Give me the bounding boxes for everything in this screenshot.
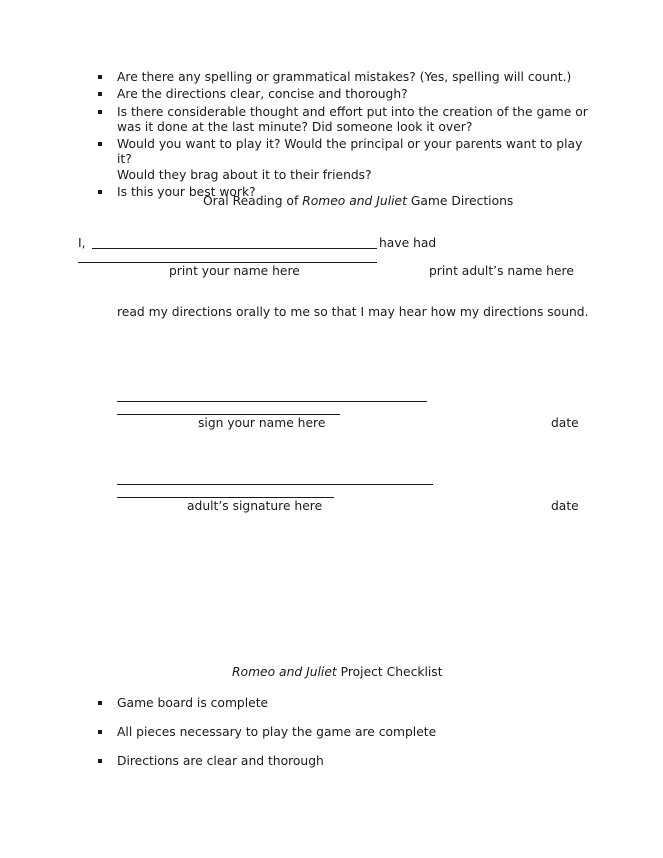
statement-text: read my directions orally to me so that I may hear how my directions sound. <box>117 305 589 319</box>
criteria-list <box>96 70 596 202</box>
print-name-caption: print your name here <box>169 264 300 278</box>
square-bullet-icon <box>98 730 102 734</box>
square-bullet-icon <box>98 759 102 763</box>
checklist-item: Directions are clear and thorough <box>96 754 324 769</box>
square-bullet-icon <box>98 110 102 114</box>
adult-signature-caption: adult’s signature here <box>187 499 323 513</box>
have-had-label: have had <box>379 236 437 250</box>
date-label: date <box>551 499 579 513</box>
checklist-item: All pieces necessary to play the game are complete <box>96 725 436 740</box>
list-item: Are there any spelling or grammatical mistakes? (Yes, spelling will count.) <box>96 70 596 85</box>
list-item: Are the directions clear, concise and thorough? <box>96 87 596 102</box>
student-date-line[interactable] <box>117 414 340 415</box>
adult-date-line[interactable] <box>117 497 334 498</box>
adult-name-line[interactable] <box>78 262 377 263</box>
checklist-title: Romeo and Juliet Project Checklist <box>232 665 443 679</box>
square-bullet-icon <box>98 190 102 194</box>
sign-caption: sign your name here <box>198 416 326 430</box>
square-bullet-icon <box>98 142 102 146</box>
list-item: Is there considerable thought and effort put into the creation of the game or was it done at the last minute? Did someone look it over? <box>96 105 596 136</box>
student-name-line[interactable] <box>92 248 377 249</box>
square-bullet-icon <box>98 92 102 96</box>
oral-reading-title: Oral Reading of Romeo and Juliet Game Directions <box>203 194 514 208</box>
square-bullet-icon <box>98 75 102 79</box>
date-label: date <box>551 416 579 430</box>
i-label: I, <box>78 236 86 250</box>
list-item: Is this your best work? <box>96 185 596 200</box>
print-adult-caption: print adult’s name here <box>429 264 574 278</box>
list-item: Would you want to play it? Would the principal or your parents want to play it? Would they brag about it to their friends? <box>96 137 596 183</box>
student-signature-line[interactable] <box>117 401 427 402</box>
checklist-item: Game board is complete <box>96 696 268 711</box>
square-bullet-icon <box>98 701 102 705</box>
adult-signature-line[interactable] <box>117 484 433 485</box>
